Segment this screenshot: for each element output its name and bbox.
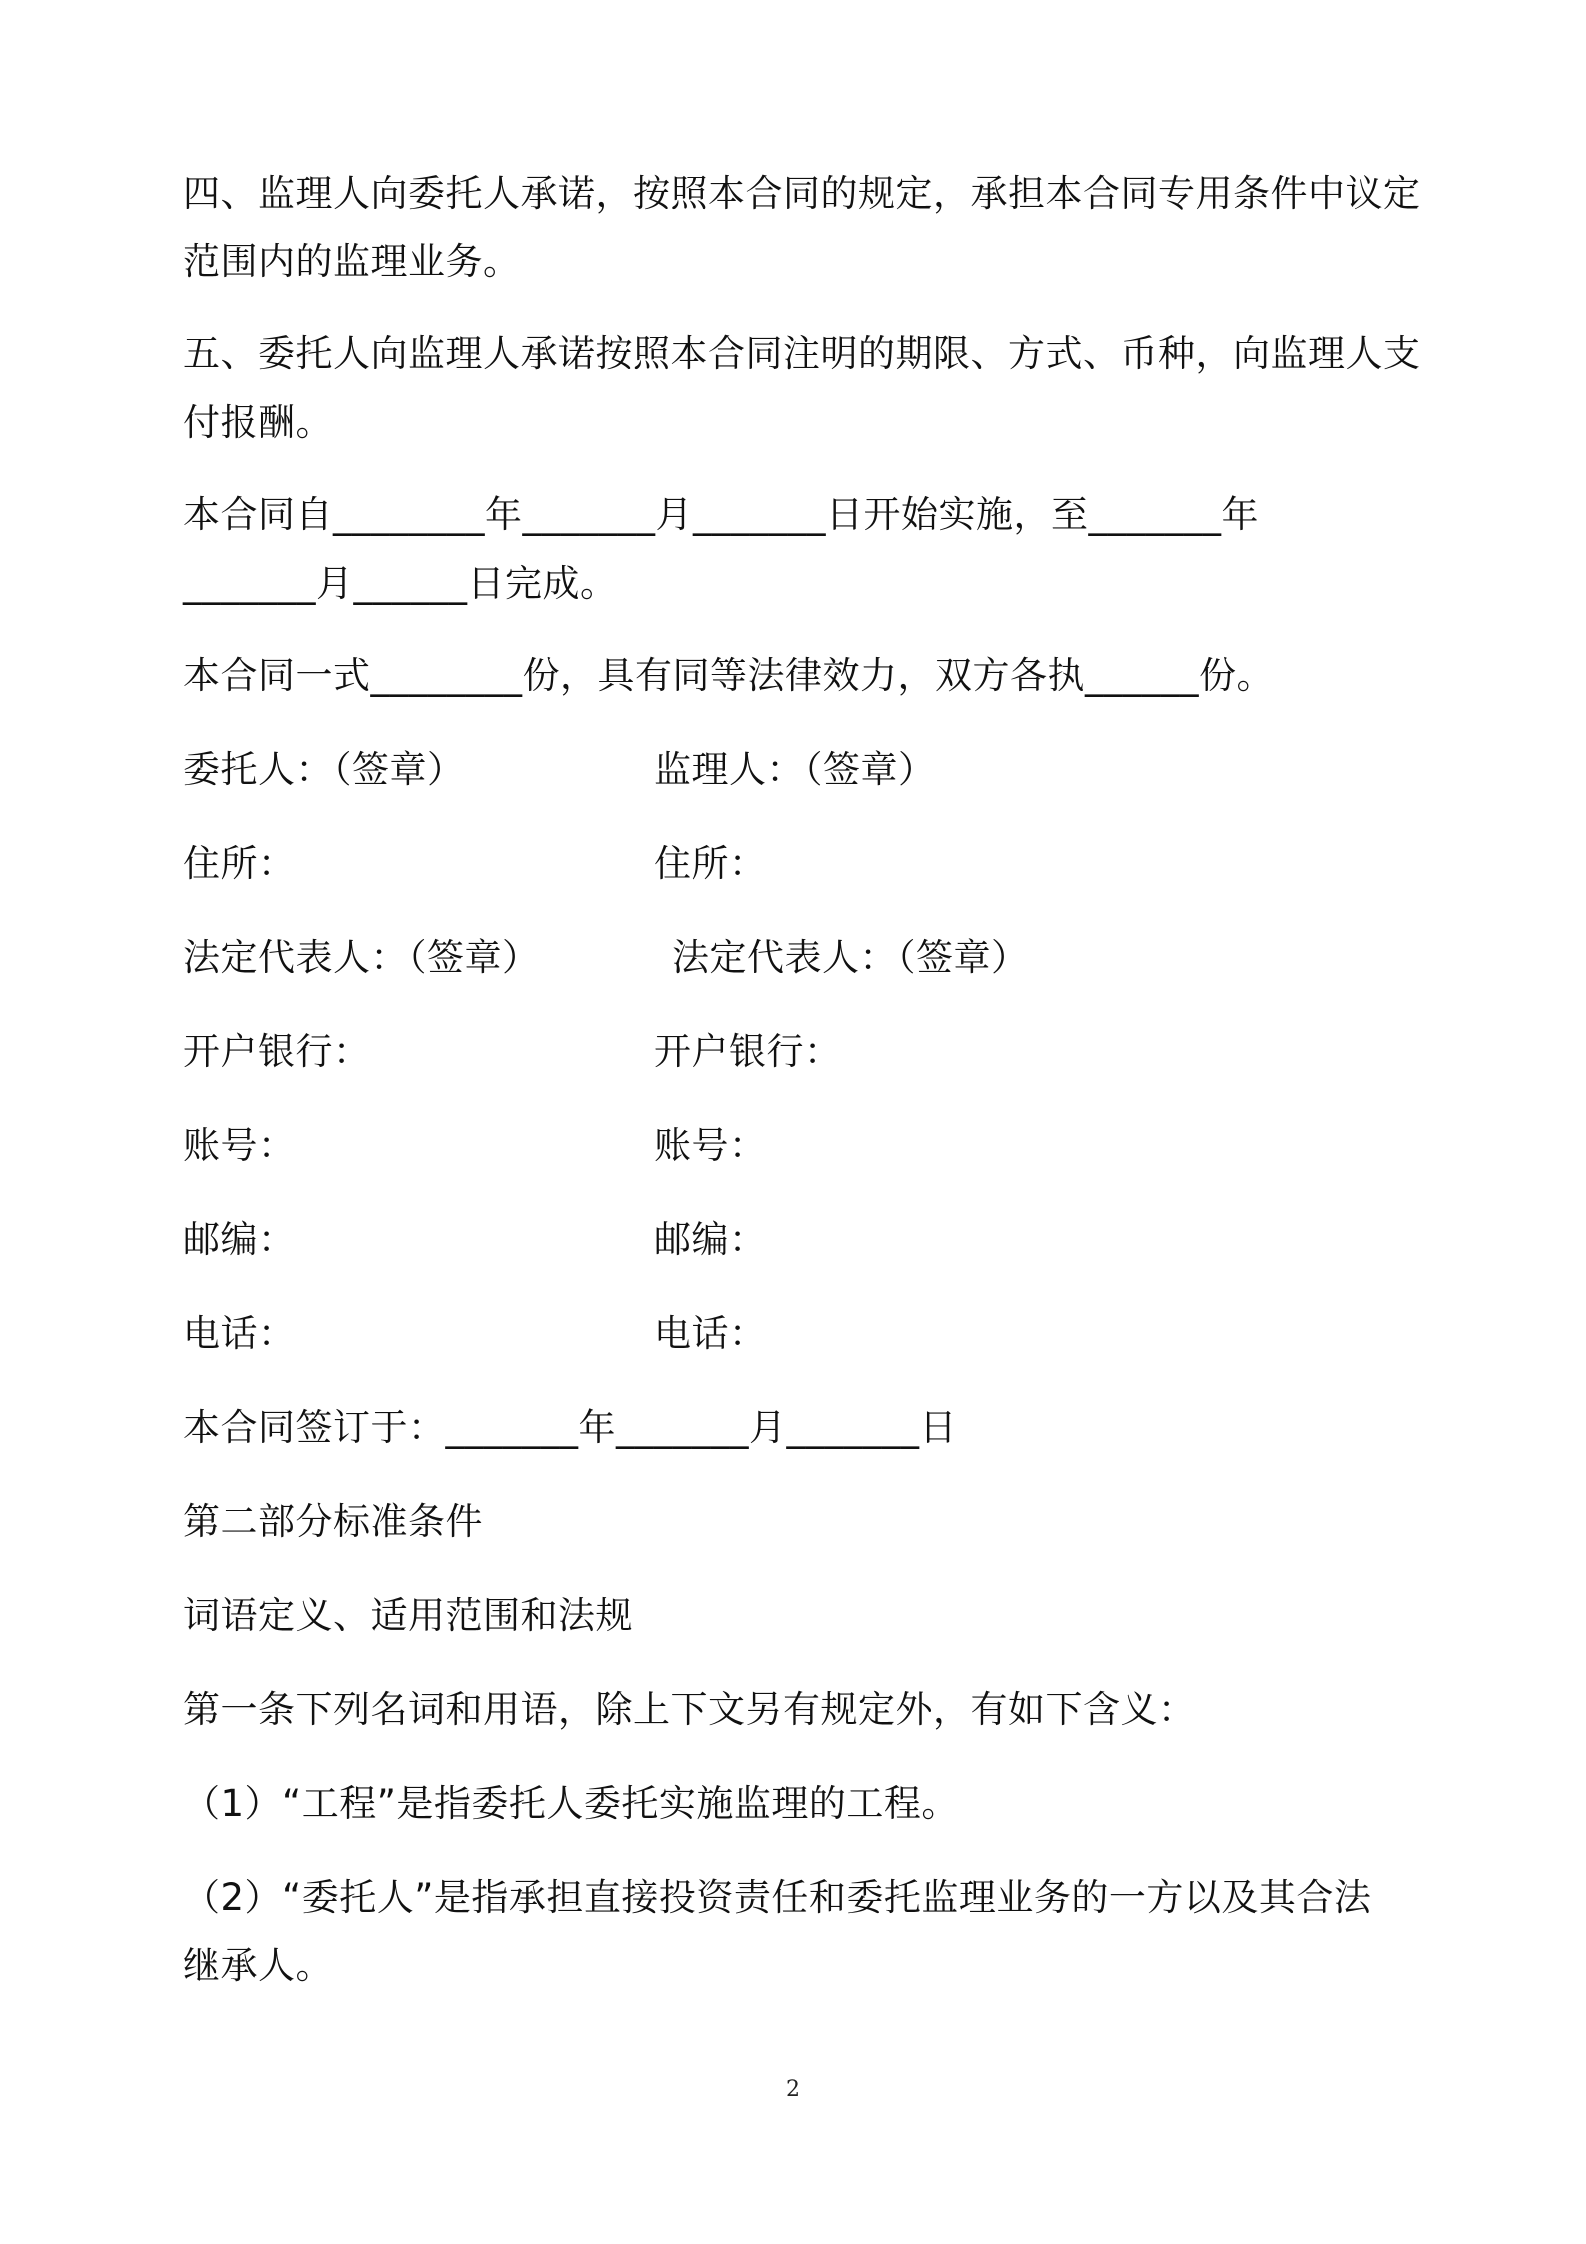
term-line-2: _______月______日完成。 [183,562,618,605]
part-two-title: 第二部分标准条件 [183,1500,483,1543]
supervisor-phone-label: 电话： [654,1312,767,1355]
term-line-1: 本合同自________年_______月_______日开始实施，至_______年 [183,493,1259,536]
clause-four-line-2: 范围内的监理业务。 [183,240,521,283]
principal-legal-rep-label: 法定代表人：（签章） [183,936,540,979]
supervisor-postcode-label: 邮编： [654,1218,767,1261]
signature-supervisor-label: 监理人：（签章） [654,748,936,791]
principal-bank-label: 开户银行： [183,1030,371,1073]
clause-five-line-2: 付报酬。 [183,401,333,444]
principal-phone-label: 电话： [183,1312,296,1355]
clause-four-line-1: 四、监理人向委托人承诺，按照本合同的规定，承担本合同专用条件中议定 [183,172,1421,215]
principal-account-label: 账号： [183,1124,296,1167]
supervisor-legal-rep-label: 法定代表人：（签章） [672,936,1029,979]
section-title: 词语定义、适用范围和法规 [183,1594,633,1637]
principal-address-label: 住所： [183,842,296,885]
supervisor-address-label: 住所： [654,842,767,885]
definition-item-2-line-1: （2）“委托人”是指承担直接投资责任和委托监理业务的一方以及其合法 [183,1876,1372,1919]
signature-principal-label: 委托人：（签章） [183,748,465,791]
definition-item-1: （1）“工程”是指委托人委托实施监理的工程。 [183,1782,959,1825]
supervisor-account-label: 账号： [654,1124,767,1167]
clause-five-line-1: 五、委托人向监理人承诺按照本合同注明的期限、方式、币种，向监理人支 [183,332,1421,375]
page-number: 2 [786,2077,800,2102]
supervisor-bank-label: 开户银行： [654,1030,842,1073]
copies-line: 本合同一式________份，具有同等法律效力，双方各执______份。 [183,654,1274,697]
principal-postcode-label: 邮编： [183,1218,296,1261]
definition-item-2-line-2: 继承人。 [183,1944,333,1987]
article-one-line: 第一条下列名词和用语，除上下文另有规定外，有如下含义： [183,1688,1196,1731]
signed-date-line: 本合同签订于：_______年_______月_______日 [183,1406,957,1449]
